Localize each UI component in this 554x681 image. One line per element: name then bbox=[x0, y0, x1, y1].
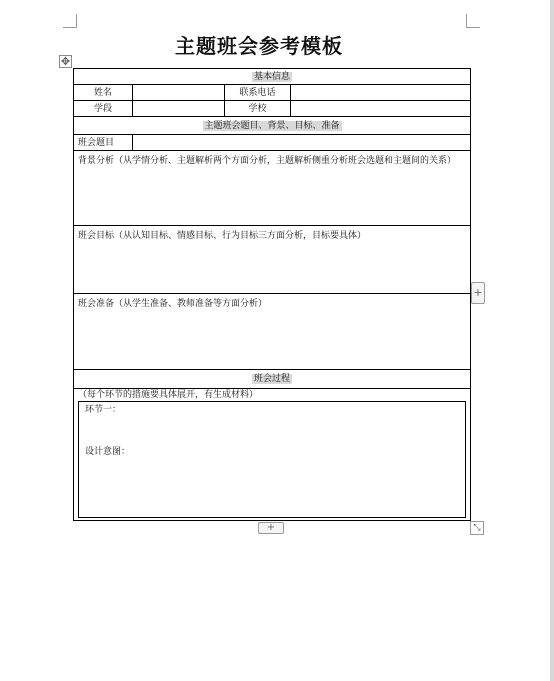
page-corner-mark-top-left bbox=[63, 14, 77, 28]
goals-prompt: 班会目标（从认知目标、情感目标、行为目标三方面分析，目标要具体） bbox=[78, 231, 367, 241]
process-header-cell[interactable] bbox=[74, 370, 471, 389]
add-row-button[interactable] bbox=[258, 522, 284, 534]
resize-icon: ⤡ bbox=[473, 523, 481, 533]
stage-label: 学段 bbox=[74, 101, 133, 117]
school-label: 学校 bbox=[225, 101, 291, 117]
add-column-button[interactable] bbox=[471, 282, 485, 304]
process-cell[interactable] bbox=[74, 389, 471, 521]
stage-field[interactable] bbox=[133, 101, 225, 117]
section2-header: 主题班会题目、背景、目标、准备 bbox=[204, 120, 340, 131]
process-note: （每个环节的措施要具体展开，有生成材料） bbox=[78, 390, 259, 400]
plus-icon: + bbox=[266, 522, 276, 533]
move-icon: ✥ bbox=[60, 55, 71, 68]
goals-cell[interactable] bbox=[74, 226, 471, 294]
section2-header-cell[interactable] bbox=[74, 117, 471, 135]
table-resize-handle[interactable] bbox=[470, 521, 484, 535]
background-analysis-cell[interactable] bbox=[74, 151, 471, 226]
preparation-prompt: 班会准备（从学生准备、教师准备等方面分析） bbox=[78, 299, 268, 309]
topic-label: 班会题目 bbox=[74, 135, 133, 151]
process-step-box[interactable] bbox=[78, 401, 466, 518]
preparation-cell[interactable] bbox=[74, 294, 471, 370]
basic-info-header: 基本信息 bbox=[254, 71, 291, 82]
design-intent-label: 设计意图： bbox=[85, 447, 131, 457]
scrollbar-edge[interactable] bbox=[550, 0, 554, 681]
phone-field[interactable] bbox=[291, 85, 471, 101]
process-header: 班会过程 bbox=[254, 374, 291, 384]
topic-field[interactable] bbox=[133, 135, 471, 151]
plus-icon: + bbox=[473, 286, 483, 299]
background-analysis-prompt: 背景分析（从学情分析、主题解析两个方面分析，主题解析侧重分析班会选题和主题间的关系） bbox=[78, 156, 457, 166]
lesson-plan-table bbox=[73, 68, 471, 521]
step-label: 环节一： bbox=[85, 405, 122, 415]
basic-info-header-cell[interactable] bbox=[74, 69, 471, 85]
page-corner-mark-top-right bbox=[466, 14, 480, 28]
name-label: 姓名 bbox=[74, 85, 133, 101]
name-field[interactable] bbox=[133, 85, 225, 101]
document-title[interactable]: 主题班会参考模板 bbox=[175, 34, 343, 58]
table-move-handle[interactable] bbox=[59, 55, 72, 68]
phone-label: 联系电话 bbox=[225, 85, 291, 101]
school-field[interactable] bbox=[291, 101, 471, 117]
